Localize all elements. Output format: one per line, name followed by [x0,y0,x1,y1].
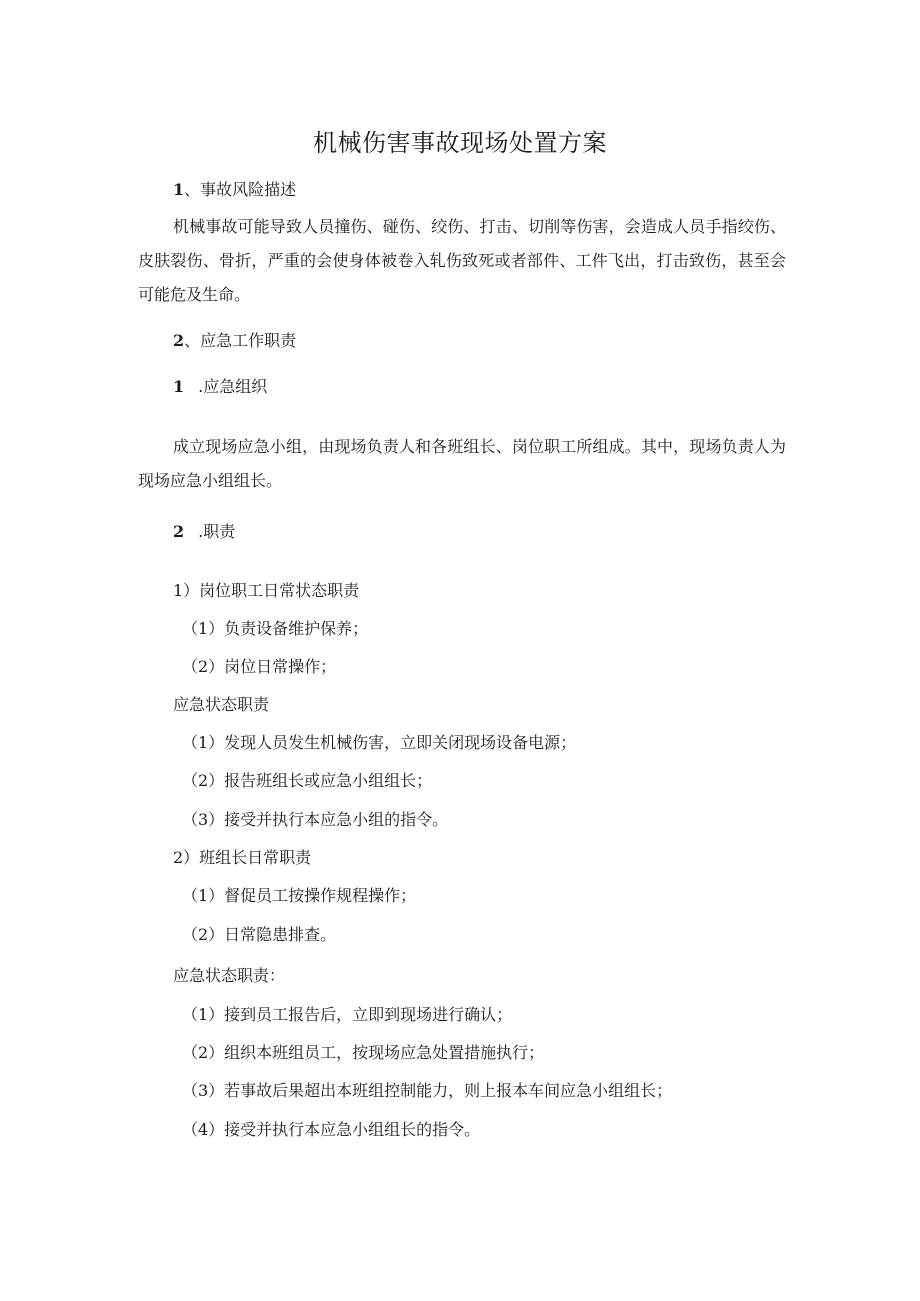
list-item: （1）负责设备维护保养； [182,619,369,638]
section-2-number: 2 [173,331,185,350]
list-item: （3）若事故后果超出本班组控制能力，则上报本车间应急小组组长； [182,1081,673,1100]
section-1-number: 1 [173,180,185,199]
subsection-1-paragraph: 成立现场应急小组，由现场负责人和各班组长、岗位职工所组成。其中，现场负责人为现场应急小组组长。 [138,437,786,490]
subsection-2-number: 2 [173,522,185,541]
list-item: 应急状态职责： [173,966,286,985]
subsection-2-heading [173,522,235,542]
subsection-1-title: .应急组织 [198,377,268,396]
section-2-title: 、应急工作职责 [184,331,297,350]
subsection-2-title: .职责 [198,522,236,541]
section-1-paragraph: 机械事故可能导致人员撞伤、碰伤、绞伤、打击、切削等伤害，会造成人员手指绞伤、皮肤裂伤、骨折，严重的会使身体被卷入轧伤致死或者部件、工件飞出，打击致伤，甚至会可能危及生命。 [138,217,786,304]
list-item: （2）组织本班组员工，按现场应急处置措施执行； [182,1043,545,1062]
list-item: 应急状态职责 [173,695,270,714]
subsection-1-number: 1 [173,377,185,396]
list-item: （1）接到员工报告后，立即到现场进行确认； [182,1005,513,1024]
list-item: 1）岗位职工日常状态职责 [173,581,360,600]
list-item: （2）报告班组长或应急小组组长； [182,771,433,790]
list-item: （3）接受并执行本应急小组的指令。 [182,810,449,829]
list-item: （2）岗位日常操作； [182,657,337,676]
section-1-title: 、事故风险描述 [184,180,297,199]
list-item: （1）督促员工按操作规程操作； [182,886,417,905]
list-item: （4）接受并执行本应急小组组长的指令。 [182,1120,481,1139]
list-item: 2）班组长日常职责 [173,848,312,867]
section-2-heading [173,331,296,351]
list-item: （2）日常隐患排查。 [182,925,337,944]
list-item: （1）发现人员发生机械伤害，立即关闭现场设备电源； [182,733,577,752]
document-title: 机械伤害事故现场处置方案 [313,129,607,157]
subsection-1-heading [173,377,267,397]
section-1-heading [173,180,296,200]
